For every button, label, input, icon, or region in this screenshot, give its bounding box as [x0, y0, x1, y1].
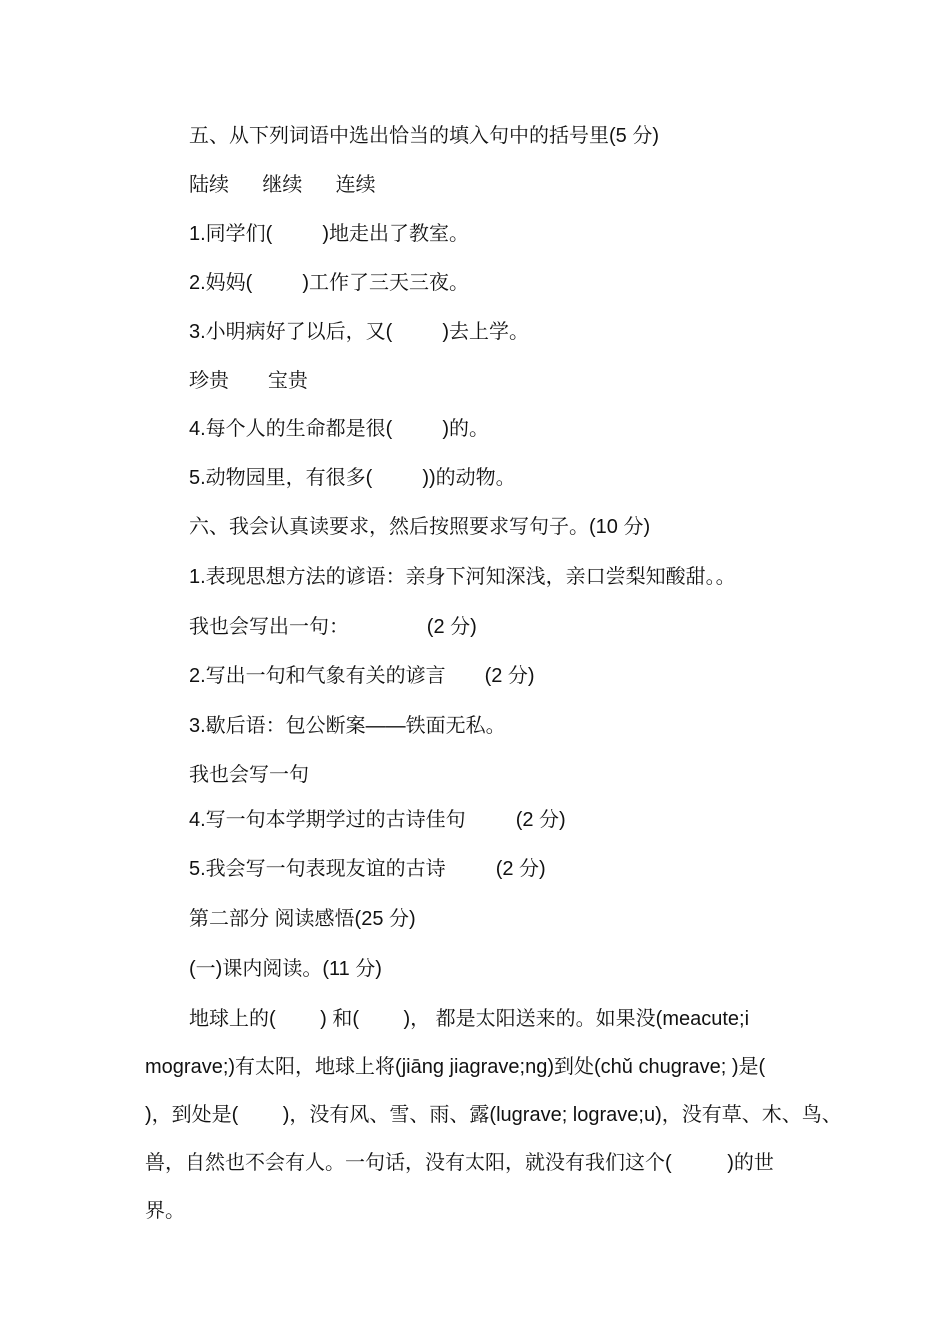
reading-subtitle: (一)课内阅读。(11 分) [189, 958, 382, 980]
question-6-1: 1.表现思想方法的谚语：亲身下河知深浅，亲口尝梨知酸甜。。 [189, 566, 736, 588]
question-6-1-write: 我也会写出一句： (2 分) [189, 616, 477, 638]
question-5-2: 2.妈妈( )工作了三天三夜。 [189, 272, 470, 294]
question-6-3-write: 我也会写一句 [189, 764, 309, 786]
question-5-4: 4.每个人的生命都是很( )的。 [189, 418, 490, 440]
question-6-3: 3.歇后语：包公断案——铁面无私。 [189, 715, 506, 737]
section6-title: 六、我会认真读要求，然后按照要求写句子。(10 分) [189, 516, 651, 538]
question-6-5: 5.我会写一句表现友谊的古诗 (2 分) [189, 858, 546, 880]
question-5-5: 5.动物园里，有很多( ))的动物。 [189, 467, 516, 489]
question-5-1: 1.同学们( )地走出了教室。 [189, 223, 470, 245]
reading-passage [145, 995, 842, 1235]
section5-title: 五、从下列词语中选出恰当的填入句中的括号里(5 分) [189, 125, 659, 147]
passage-line: mograve;)有太阳，地球上将(jiāng jiagrave;ng)到处(chǔ chugrave; )是( [145, 1056, 766, 1078]
word-bank-1: 陆续 继续 连续 [189, 174, 376, 196]
passage-line: 界。 [145, 1200, 185, 1222]
question-5-3: 3.小明病好了以后，又( )去上学。 [189, 321, 530, 343]
question-6-2: 2.写出一句和气象有关的谚言 (2 分) [189, 665, 535, 687]
passage-line: )，到处是( )，没有风、雪、雨、露(lugrave; lograve;u)，没有草、木、鸟、 [145, 1104, 842, 1126]
part2-title: 第二部分 阅读感悟(25 分) [189, 908, 416, 930]
question-6-4: 4.写一句本学期学过的古诗佳句 (2 分) [189, 809, 566, 831]
word-bank-2: 珍贵 宝贵 [189, 370, 308, 392]
passage-line: 地球上的( ) 和( )， 都是太阳送来的。如果没(meacute;i [189, 1008, 750, 1030]
passage-line: 兽，自然也不会有人。一句话，没有太阳，就没有我们这个( )的世 [145, 1152, 774, 1174]
